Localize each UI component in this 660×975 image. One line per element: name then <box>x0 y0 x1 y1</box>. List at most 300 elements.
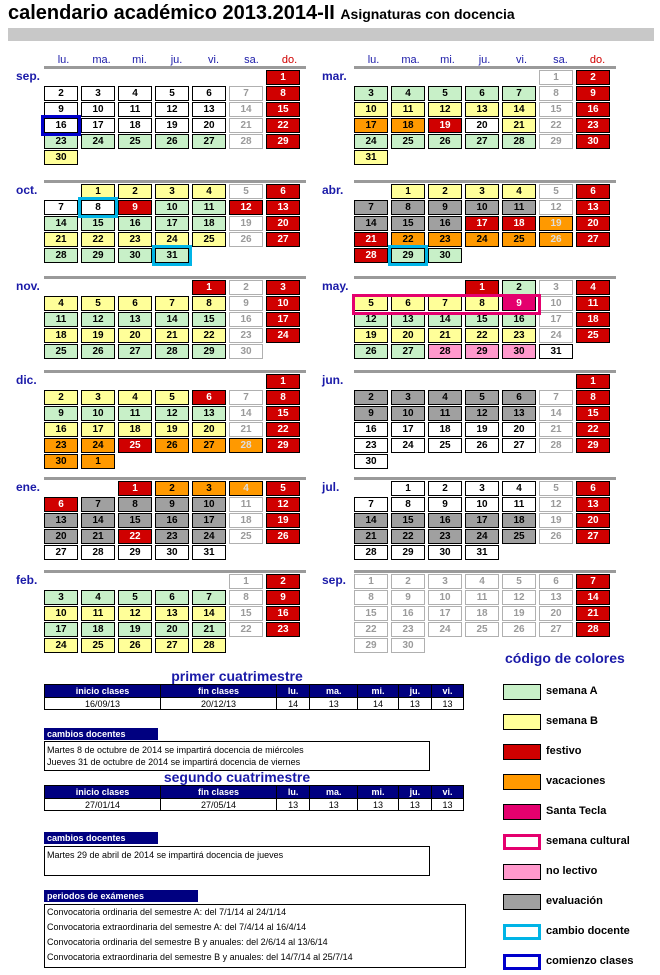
day-cell: 23 <box>391 622 425 637</box>
day-cell: 8 <box>81 200 115 215</box>
ju-count: 13 <box>398 799 431 811</box>
month-name: ene. <box>16 480 41 494</box>
day-cell: 16 <box>391 606 425 621</box>
day-cell: 10 <box>81 102 115 117</box>
page-title: calendario académico 2013.2014-II Asignaturas con docencia <box>8 2 515 24</box>
day-cell: 30 <box>428 545 462 560</box>
legend-swatch <box>503 834 541 850</box>
vi-count: 13 <box>432 698 464 710</box>
day-cell: 23 <box>428 529 462 544</box>
day-cell: 28 <box>192 638 226 653</box>
day-cell: 6 <box>539 574 573 589</box>
day-cell: 18 <box>81 622 115 637</box>
day-cell: 6 <box>192 86 226 101</box>
day-cell: 2 <box>428 184 462 199</box>
examen-line: Convocatoria ordinaria del semestre A: del 7/1/14 al 24/1/14 <box>47 907 287 917</box>
day-cell: 20 <box>155 622 189 637</box>
day-cell: 28 <box>428 344 462 359</box>
day-cell: 1 <box>81 184 115 199</box>
day-cell: 2 <box>502 280 536 295</box>
day-cell: 1 <box>266 374 300 389</box>
day-cell: 3 <box>44 590 78 605</box>
day-cell: 5 <box>155 390 189 405</box>
segundo-table <box>44 785 464 811</box>
day-cell: 27 <box>391 344 425 359</box>
day-cell: 13 <box>192 102 226 117</box>
day-cell: 20 <box>465 118 499 133</box>
day-cell: 8 <box>391 200 425 215</box>
mi-count: 13 <box>358 799 399 811</box>
day-cell: 2 <box>391 574 425 589</box>
header-ma: ma. <box>310 786 358 799</box>
day-cell: 7 <box>155 296 189 311</box>
legend-swatch <box>503 924 541 940</box>
day-cell: 24 <box>354 134 388 149</box>
month-divider <box>44 477 306 480</box>
header-vi: vi. <box>432 685 464 698</box>
day-cell: 6 <box>465 86 499 101</box>
day-cell: 31 <box>354 150 388 165</box>
cambio-line: Jueves 31 de octubre de 2014 se impartirá docencia de viernes <box>47 757 301 767</box>
day-cell: 3 <box>428 574 462 589</box>
day-cell: 12 <box>118 606 152 621</box>
mi-count: 14 <box>358 698 399 710</box>
day-cell: 1 <box>118 481 152 496</box>
day-cell: 27 <box>155 638 189 653</box>
day-cell: 22 <box>266 118 300 133</box>
day-cell: 3 <box>465 481 499 496</box>
day-cell: 27 <box>118 344 152 359</box>
day-cell: 17 <box>266 312 300 327</box>
day-cell: 6 <box>391 296 425 311</box>
day-cell: 17 <box>81 118 115 133</box>
day-cell: 21 <box>354 529 388 544</box>
day-cell: 23 <box>576 118 610 133</box>
day-cell: 13 <box>539 590 573 605</box>
day-cell: 29 <box>354 638 388 653</box>
day-cell: 12 <box>155 406 189 421</box>
day-cell: 15 <box>266 406 300 421</box>
day-name-mi: mi. <box>440 54 455 66</box>
day-cell: 22 <box>354 622 388 637</box>
header-fin: fin clases <box>161 786 277 799</box>
day-cell: 21 <box>81 529 115 544</box>
day-cell: 11 <box>502 200 536 215</box>
day-cell: 24 <box>155 232 189 247</box>
day-cell: 21 <box>354 232 388 247</box>
day-cell: 17 <box>192 513 226 528</box>
day-cell: 5 <box>539 184 573 199</box>
day-cell: 8 <box>266 390 300 405</box>
examen-line: Convocatoria extraordinaria del semestre B y anuales: del 14/7/14 al 25/7/14 <box>47 952 353 962</box>
day-cell: 11 <box>428 406 462 421</box>
cambio-line: Martes 29 de abril de 2014 se impartirá docencia de jueves <box>47 850 284 860</box>
day-cell: 20 <box>192 422 226 437</box>
examenes-box <box>44 904 466 968</box>
day-cell: 4 <box>44 296 78 311</box>
day-cell: 5 <box>118 590 152 605</box>
day-cell: 15 <box>391 513 425 528</box>
day-cell: 20 <box>266 216 300 231</box>
day-cell: 14 <box>354 513 388 528</box>
primer-cuatrimestre-title: primer cuatrimestre <box>171 668 303 684</box>
day-cell: 26 <box>428 134 462 149</box>
ma-count: 13 <box>310 698 358 710</box>
day-cell: 20 <box>539 606 573 621</box>
day-cell: 1 <box>391 481 425 496</box>
header-inicio: inicio clases <box>45 786 161 799</box>
month-divider <box>44 180 306 183</box>
day-cell: 23 <box>428 232 462 247</box>
day-cell: 22 <box>266 422 300 437</box>
day-cell: 5 <box>81 296 115 311</box>
month-divider <box>44 370 306 373</box>
day-cell: 1 <box>354 574 388 589</box>
day-cell: 5 <box>229 184 263 199</box>
day-cell: 13 <box>192 406 226 421</box>
day-cell: 25 <box>502 529 536 544</box>
month-divider <box>44 66 306 69</box>
day-cell: 7 <box>576 574 610 589</box>
day-cell: 17 <box>465 513 499 528</box>
day-cell: 8 <box>192 296 226 311</box>
day-cell: 9 <box>354 406 388 421</box>
legend-label: Santa Tecla <box>546 805 607 817</box>
day-cell: 6 <box>266 184 300 199</box>
header-mi: mi. <box>358 786 399 799</box>
day-cell: 15 <box>192 312 226 327</box>
day-cell: 28 <box>155 344 189 359</box>
day-cell: 9 <box>391 590 425 605</box>
day-name-do: do. <box>281 54 298 66</box>
day-cell: 20 <box>391 328 425 343</box>
lu-count: 14 <box>277 698 310 710</box>
day-cell: 21 <box>539 422 573 437</box>
day-cell: 14 <box>576 590 610 605</box>
legend-label: comienzo clases <box>546 955 634 967</box>
ju-count: 13 <box>398 698 431 710</box>
day-cell: 22 <box>192 328 226 343</box>
day-cell: 30 <box>155 545 189 560</box>
day-cell: 23 <box>266 622 300 637</box>
day-name-ma: ma. <box>401 54 420 66</box>
day-cell: 12 <box>502 590 536 605</box>
day-cell: 24 <box>428 622 462 637</box>
day-cell: 9 <box>428 497 462 512</box>
title-bar <box>8 28 654 41</box>
month-divider <box>354 276 616 279</box>
day-cell: 29 <box>266 134 300 149</box>
day-cell: 23 <box>44 134 78 149</box>
day-cell: 28 <box>229 438 263 453</box>
legend-swatch <box>503 804 541 820</box>
day-cell: 15 <box>354 606 388 621</box>
day-cell: 27 <box>44 545 78 560</box>
day-cell: 23 <box>155 529 189 544</box>
day-cell: 29 <box>118 545 152 560</box>
day-cell: 6 <box>44 497 78 512</box>
day-cell: 4 <box>465 574 499 589</box>
legend-label: vacaciones <box>546 775 606 787</box>
month-name: dic. <box>16 373 37 387</box>
month-name: mar. <box>322 69 347 83</box>
cambio-line: Martes 8 de octubre de 2014 se impartirá docencia de miércoles <box>47 745 304 755</box>
header-ju: ju. <box>398 786 431 799</box>
day-cell: 27 <box>192 134 226 149</box>
header-vi: vi. <box>432 786 464 799</box>
month-name: may. <box>322 279 349 293</box>
day-cell: 5 <box>266 481 300 496</box>
day-cell: 19 <box>155 118 189 133</box>
day-cell: 2 <box>428 481 462 496</box>
legend-title: código de colores <box>505 650 625 666</box>
day-cell: 11 <box>118 102 152 117</box>
day-cell: 25 <box>391 134 425 149</box>
day-cell: 9 <box>118 200 152 215</box>
day-cell: 17 <box>539 312 573 327</box>
day-cell: 8 <box>118 497 152 512</box>
legend-swatch <box>503 894 541 910</box>
header-lu: lu. <box>277 685 310 698</box>
day-cell: 16 <box>428 513 462 528</box>
day-cell: 3 <box>192 481 226 496</box>
day-cell: 14 <box>539 406 573 421</box>
day-cell: 29 <box>465 344 499 359</box>
day-name-sa: sa. <box>553 54 568 66</box>
day-cell: 30 <box>44 454 78 469</box>
day-cell: 24 <box>81 134 115 149</box>
day-cell: 21 <box>155 328 189 343</box>
day-name-lu: lu. <box>367 54 380 66</box>
day-cell: 7 <box>81 497 115 512</box>
legend-swatch <box>503 864 541 880</box>
inicio-value: 27/01/14 <box>45 799 161 811</box>
day-cell: 10 <box>44 606 78 621</box>
day-cell: 24 <box>465 232 499 247</box>
legend-label: festivo <box>546 745 582 757</box>
day-cell: 15 <box>391 216 425 231</box>
month-divider <box>354 180 616 183</box>
day-cell: 4 <box>502 481 536 496</box>
day-cell: 29 <box>576 438 610 453</box>
day-cell: 13 <box>576 497 610 512</box>
day-cell: 14 <box>192 606 226 621</box>
day-cell: 15 <box>81 216 115 231</box>
day-cell: 13 <box>155 606 189 621</box>
day-cell: 16 <box>44 422 78 437</box>
legend-swatch <box>503 684 541 700</box>
day-name-ju: ju. <box>170 54 183 66</box>
day-cell: 26 <box>155 438 189 453</box>
day-cell: 3 <box>81 390 115 405</box>
day-cell: 8 <box>354 590 388 605</box>
day-cell: 6 <box>576 184 610 199</box>
month-name: nov. <box>16 279 40 293</box>
primer-table <box>44 684 464 710</box>
day-cell: 13 <box>391 312 425 327</box>
day-cell: 26 <box>81 344 115 359</box>
day-cell: 26 <box>502 622 536 637</box>
day-cell: 30 <box>118 248 152 263</box>
day-cell: 13 <box>266 200 300 215</box>
segundo-cuatrimestre-title: segundo cuatrimestre <box>163 769 311 785</box>
header-fin: fin clases <box>161 685 277 698</box>
day-cell: 28 <box>539 438 573 453</box>
day-cell: 2 <box>44 86 78 101</box>
day-cell: 2 <box>354 390 388 405</box>
cambios-segundo-title: cambios docentes <box>44 832 158 844</box>
day-cell: 5 <box>155 86 189 101</box>
day-cell: 10 <box>192 497 226 512</box>
vi-count: 13 <box>432 799 464 811</box>
day-cell: 27 <box>576 232 610 247</box>
day-cell: 10 <box>354 102 388 117</box>
month-name: feb. <box>16 573 38 587</box>
day-cell: 23 <box>118 232 152 247</box>
day-cell: 16 <box>354 422 388 437</box>
day-cell: 28 <box>502 134 536 149</box>
day-cell: 15 <box>539 102 573 117</box>
cambios-primer-title: cambios docentes <box>44 728 158 740</box>
day-name-vi: vi. <box>516 54 527 66</box>
day-name-lu: lu. <box>57 54 70 66</box>
day-cell: 1 <box>576 374 610 389</box>
day-cell: 26 <box>539 529 573 544</box>
day-cell: 7 <box>354 200 388 215</box>
day-cell: 9 <box>266 590 300 605</box>
day-cell: 17 <box>465 216 499 231</box>
day-cell: 24 <box>192 529 226 544</box>
day-cell: 26 <box>118 638 152 653</box>
examen-line: Convocatoria extraordinaria del semestre A: del 7/4/14 al 16/4/14 <box>47 922 307 932</box>
day-cell: 21 <box>229 118 263 133</box>
day-cell: 29 <box>266 438 300 453</box>
day-cell: 3 <box>155 184 189 199</box>
day-cell: 9 <box>428 200 462 215</box>
day-cell: 10 <box>465 497 499 512</box>
day-name-ma: ma. <box>92 54 111 66</box>
day-cell: 27 <box>502 438 536 453</box>
day-cell: 4 <box>502 184 536 199</box>
day-cell: 31 <box>155 248 189 263</box>
day-cell: 27 <box>465 134 499 149</box>
day-cell: 13 <box>465 102 499 117</box>
day-cell: 26 <box>465 438 499 453</box>
day-cell: 18 <box>465 606 499 621</box>
day-name-ju: ju. <box>478 54 491 66</box>
day-cell: 6 <box>118 296 152 311</box>
day-cell: 17 <box>391 422 425 437</box>
day-cell: 29 <box>81 248 115 263</box>
day-cell: 6 <box>155 590 189 605</box>
header-inicio: inicio clases <box>45 685 161 698</box>
day-cell: 14 <box>428 312 462 327</box>
day-cell: 8 <box>539 86 573 101</box>
day-cell: 20 <box>118 328 152 343</box>
day-cell: 20 <box>576 216 610 231</box>
day-cell: 7 <box>229 390 263 405</box>
day-cell: 15 <box>118 513 152 528</box>
day-cell: 19 <box>428 118 462 133</box>
day-cell: 5 <box>539 481 573 496</box>
day-cell: 17 <box>155 216 189 231</box>
day-cell: 30 <box>576 134 610 149</box>
day-cell: 9 <box>44 406 78 421</box>
day-cell: 18 <box>118 422 152 437</box>
day-cell: 16 <box>428 216 462 231</box>
day-cell: 31 <box>539 344 573 359</box>
legend-label: semana A <box>546 685 598 697</box>
day-cell: 15 <box>266 102 300 117</box>
day-cell: 10 <box>539 296 573 311</box>
day-cell: 26 <box>229 232 263 247</box>
day-cell: 7 <box>502 86 536 101</box>
day-cell: 4 <box>118 86 152 101</box>
day-cell: 16 <box>266 606 300 621</box>
header-mi: mi. <box>358 685 399 698</box>
day-cell: 18 <box>118 118 152 133</box>
day-cell: 29 <box>391 248 425 263</box>
day-cell: 29 <box>391 545 425 560</box>
day-cell: 12 <box>155 102 189 117</box>
legend-swatch <box>503 744 541 760</box>
day-cell: 24 <box>465 529 499 544</box>
day-cell: 16 <box>229 312 263 327</box>
day-cell: 15 <box>576 406 610 421</box>
month-divider <box>354 66 616 69</box>
day-cell: 1 <box>539 70 573 85</box>
day-cell: 19 <box>539 513 573 528</box>
day-cell: 23 <box>354 438 388 453</box>
day-cell: 18 <box>44 328 78 343</box>
day-cell: 29 <box>539 134 573 149</box>
day-cell: 18 <box>502 216 536 231</box>
day-cell: 10 <box>391 406 425 421</box>
day-cell: 4 <box>192 184 226 199</box>
day-cell: 25 <box>81 638 115 653</box>
day-cell: 16 <box>118 216 152 231</box>
day-cell: 15 <box>229 606 263 621</box>
day-cell: 19 <box>81 328 115 343</box>
day-cell: 2 <box>266 574 300 589</box>
day-cell: 25 <box>576 328 610 343</box>
day-cell: 11 <box>576 296 610 311</box>
day-cell: 12 <box>354 312 388 327</box>
day-cell: 16 <box>155 513 189 528</box>
day-name-sa: sa. <box>244 54 259 66</box>
legend-label: cambio docente <box>546 925 630 937</box>
day-cell: 3 <box>465 184 499 199</box>
day-cell: 22 <box>465 328 499 343</box>
month-name: jun. <box>322 373 344 387</box>
day-cell: 17 <box>354 118 388 133</box>
day-cell: 31 <box>465 545 499 560</box>
day-cell: 7 <box>229 86 263 101</box>
day-cell: 4 <box>391 86 425 101</box>
examenes-title: periodos de exámenes <box>44 890 198 902</box>
day-cell: 3 <box>354 86 388 101</box>
day-cell: 19 <box>118 622 152 637</box>
legend-label: semana cultural <box>546 835 630 847</box>
day-cell: 22 <box>576 422 610 437</box>
day-cell: 31 <box>192 545 226 560</box>
legend-label: no lectivo <box>546 865 598 877</box>
day-cell: 27 <box>266 232 300 247</box>
day-cell: 16 <box>576 102 610 117</box>
day-cell: 17 <box>44 622 78 637</box>
day-cell: 3 <box>391 390 425 405</box>
day-cell: 10 <box>266 296 300 311</box>
